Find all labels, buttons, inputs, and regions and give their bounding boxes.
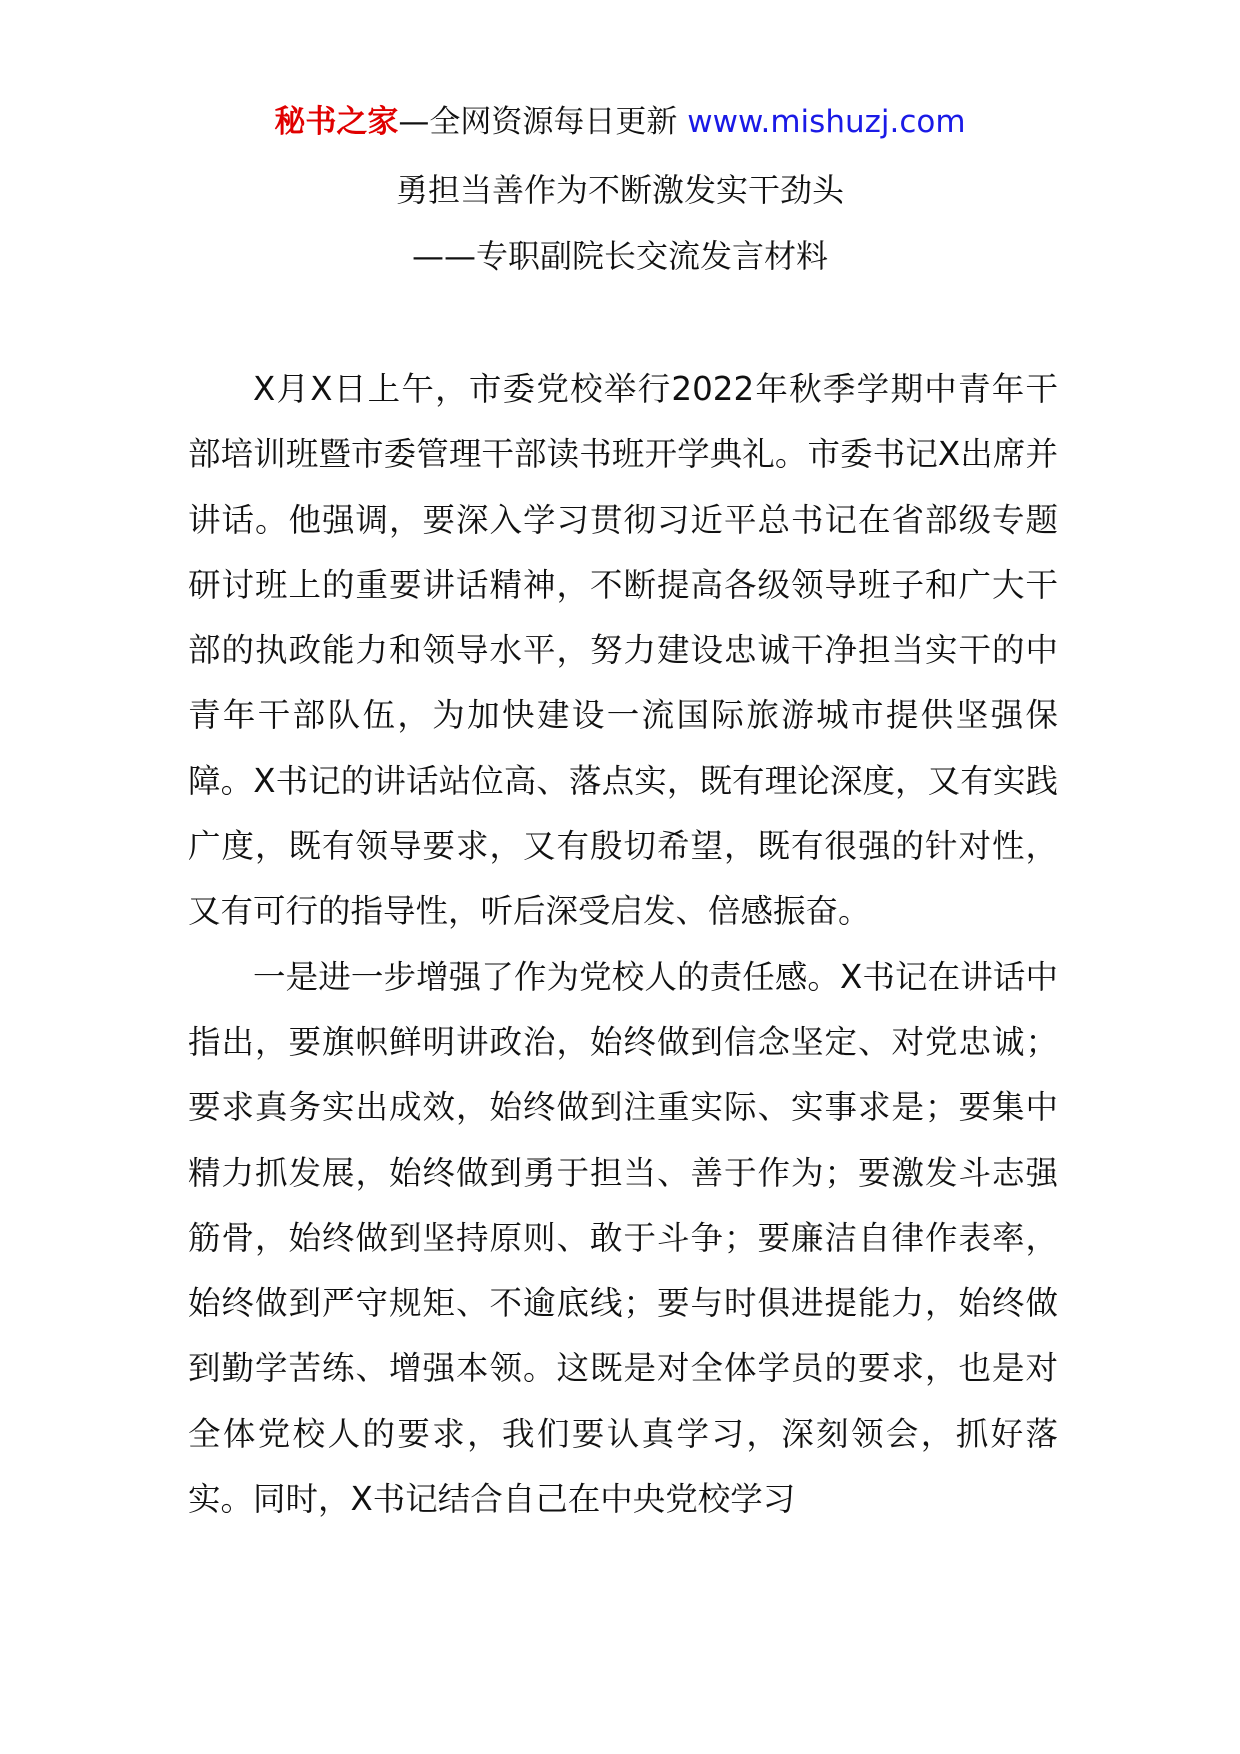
document-body <box>188 357 1058 1532</box>
site-slogan: —全网资源每日更新 <box>398 104 678 140</box>
site-brand: 秘书之家 <box>274 104 399 140</box>
document-subtitle: ——专职副院长交流发言材料 <box>411 237 828 275</box>
site-url-link[interactable]: www.mishuzj.com <box>687 104 966 140</box>
body-paragraph: 一是进一步增强了作为党校人的责任感。X书记在讲话中指出，要旗帜鲜明讲政治，始终做到信念坚定、对党忠诚；要求真务实出成效，始终做到注重实际、实事求是；要集中精力抓发展，始终做到勇于担当、善于作为；要激发斗志强筋骨，始终做到坚持原则、敢于斗争；要廉洁自律作表率，始终做到严守规矩、不逾底线；要与时俱进提能力，始终做到勤学苦练、增强本领。这既是对全体学员的要求，也是对全体党校人的要求，我们要认真学习，深刻领会，抓好落实。同时，X书记结合自己在中央党校学习 <box>188 957 1058 1519</box>
document-title: 勇担当善作为不断激发实干劲头 <box>395 171 844 209</box>
site-header <box>0 98 1240 146</box>
body-paragraph: X月X日上午，市委党校举行2022年秋季学期中青年干部培训班暨市委管理干部读书班开学典礼。市委书记X出席并讲话。他强调，要深入学习贯彻习近平总书记在省部级专题研讨班上的重要讲话精神，不断提高各级领导班子和广大干部的执政能力和领导水平，努力建设忠诚干净担当实干的中青年干部队伍，为加快建设一流国际旅游城市提供坚强保障。X书记的讲话站位高、落点实，既有理论深度，又有实践广度，既有领导要求，又有殷切希望，既有很强的针对性，又有可行的指导性，听后深受启发、倍感振奋。 <box>188 370 1058 931</box>
